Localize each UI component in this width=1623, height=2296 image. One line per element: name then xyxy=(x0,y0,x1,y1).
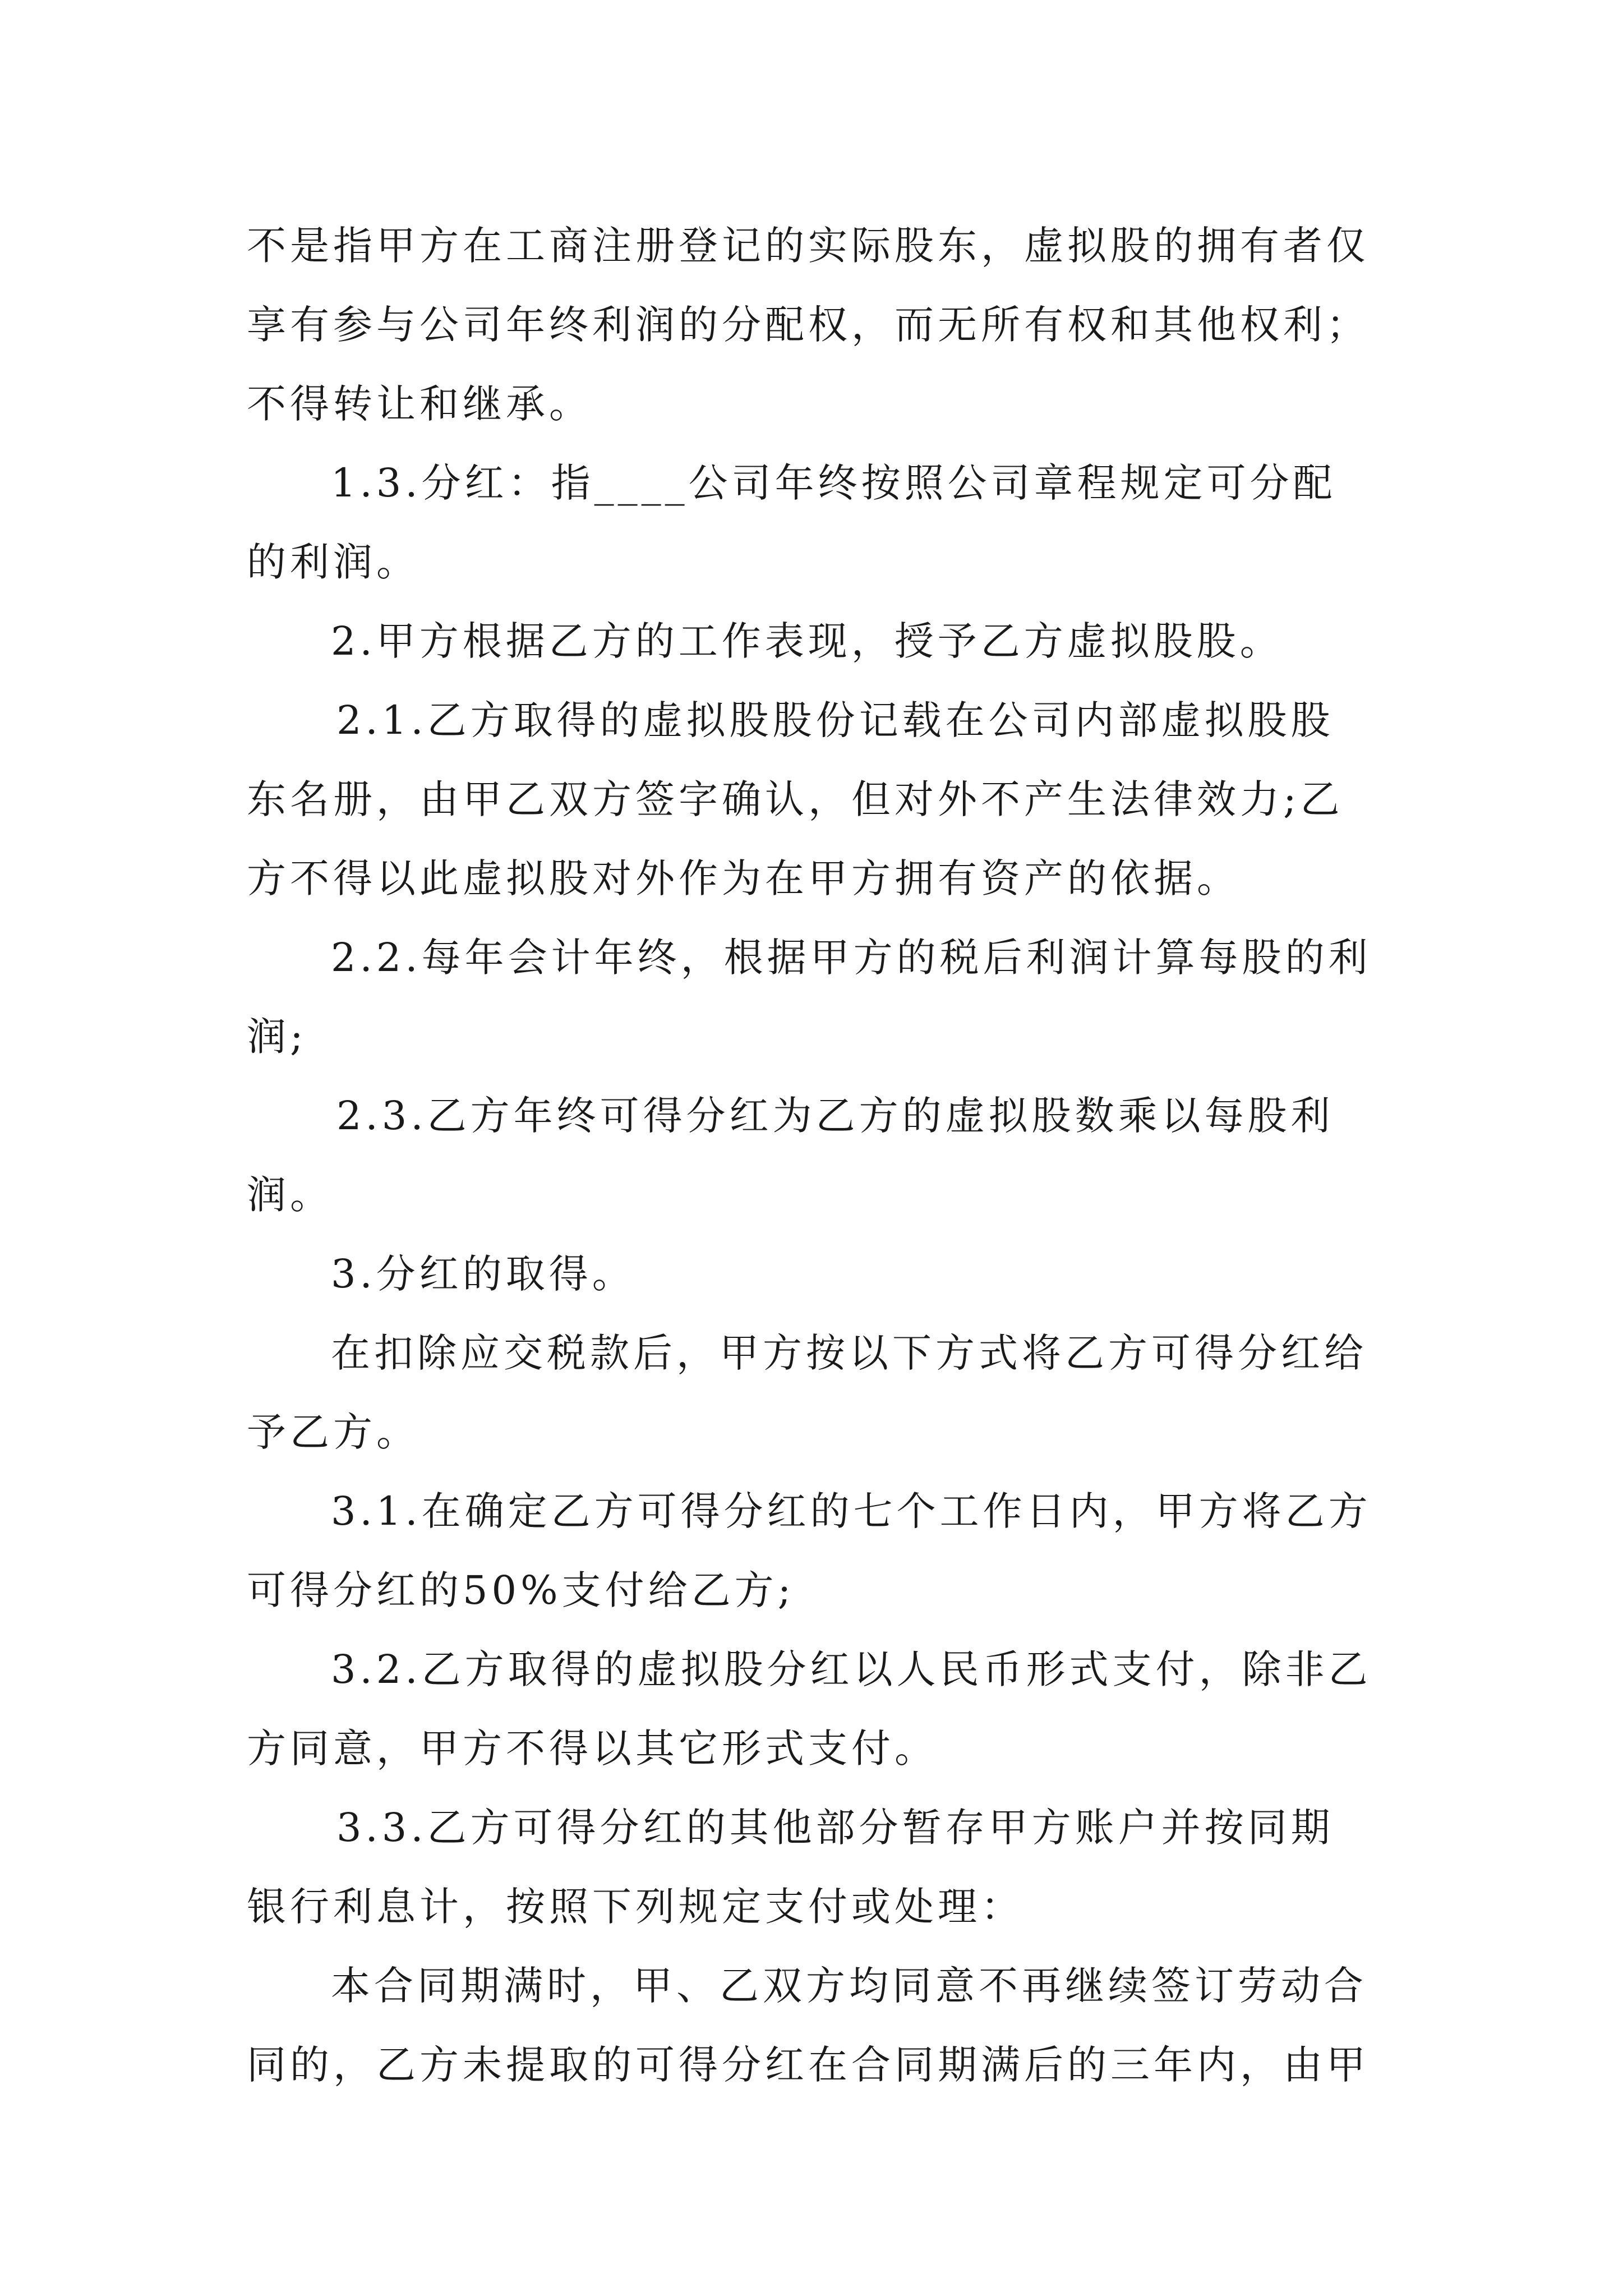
paragraph-1-3-dividend-definition: 1.3.分红：指____公司年终按照公司章程规定可分配的利润。 xyxy=(247,460,1336,585)
paragraph-3-2-currency: 3.2.乙方取得的虚拟股分红以人民币形式支付，除非乙方同意，甲方不得以其它形式支付。 xyxy=(247,1646,1372,1772)
paragraph-2-2-profit-per-share: 2.2.每年会计年终，根据甲方的税后利润计算每股的利润; xyxy=(247,935,1372,1060)
paragraph-tax-deduction: 在扣除应交税款后，甲方按以下方式将乙方可得分红给予乙方。 xyxy=(247,1330,1367,1455)
paragraph-shareholder-definition: 不是指甲方在工商注册登记的实际股东，虚拟股的拥有者仅享有参与公司年终利润的分配权，而无所有权和其他权利；不得转让和继承。 xyxy=(247,223,1370,427)
paragraph-2-grant: 2.甲方根据乙方的工作表现，授予乙方虚拟股股。 xyxy=(331,618,1283,664)
paragraph-3-1-payment: 3.1.在确定乙方可得分红的七个工作日内，甲方将乙方可得分红的50%支付给乙方; xyxy=(247,1488,1372,1613)
paragraph-contract-expiry: 本合同期满时，甲、乙双方均同意不再继续签订劳动合同的，乙方未提取的可得分红在合同期满后的三年内，由甲 xyxy=(247,1963,1370,2088)
paragraph-2-1-register: 2.1.乙方取得的虚拟股股份记载在公司内部虚拟股股东名册，由甲乙双方签字确认，但对外不产生法律效力;乙方不得以此虚拟股对外作为在甲方拥有资产的依据。 xyxy=(247,697,1344,901)
document-body xyxy=(247,206,1374,2105)
paragraph-3-3-remaining: 3.3.乙方可得分红的其他部分暂存甲方账户并按同期银行利息计，按照下列规定支付或处理： xyxy=(247,1805,1334,1930)
paragraph-3-dividend-acquisition: 3.分红的取得。 xyxy=(331,1251,635,1297)
paragraph-2-3-annual-dividend: 2.3.乙方年终可得分红为乙方的虚拟股数乘以每股利润。 xyxy=(247,1093,1334,1218)
